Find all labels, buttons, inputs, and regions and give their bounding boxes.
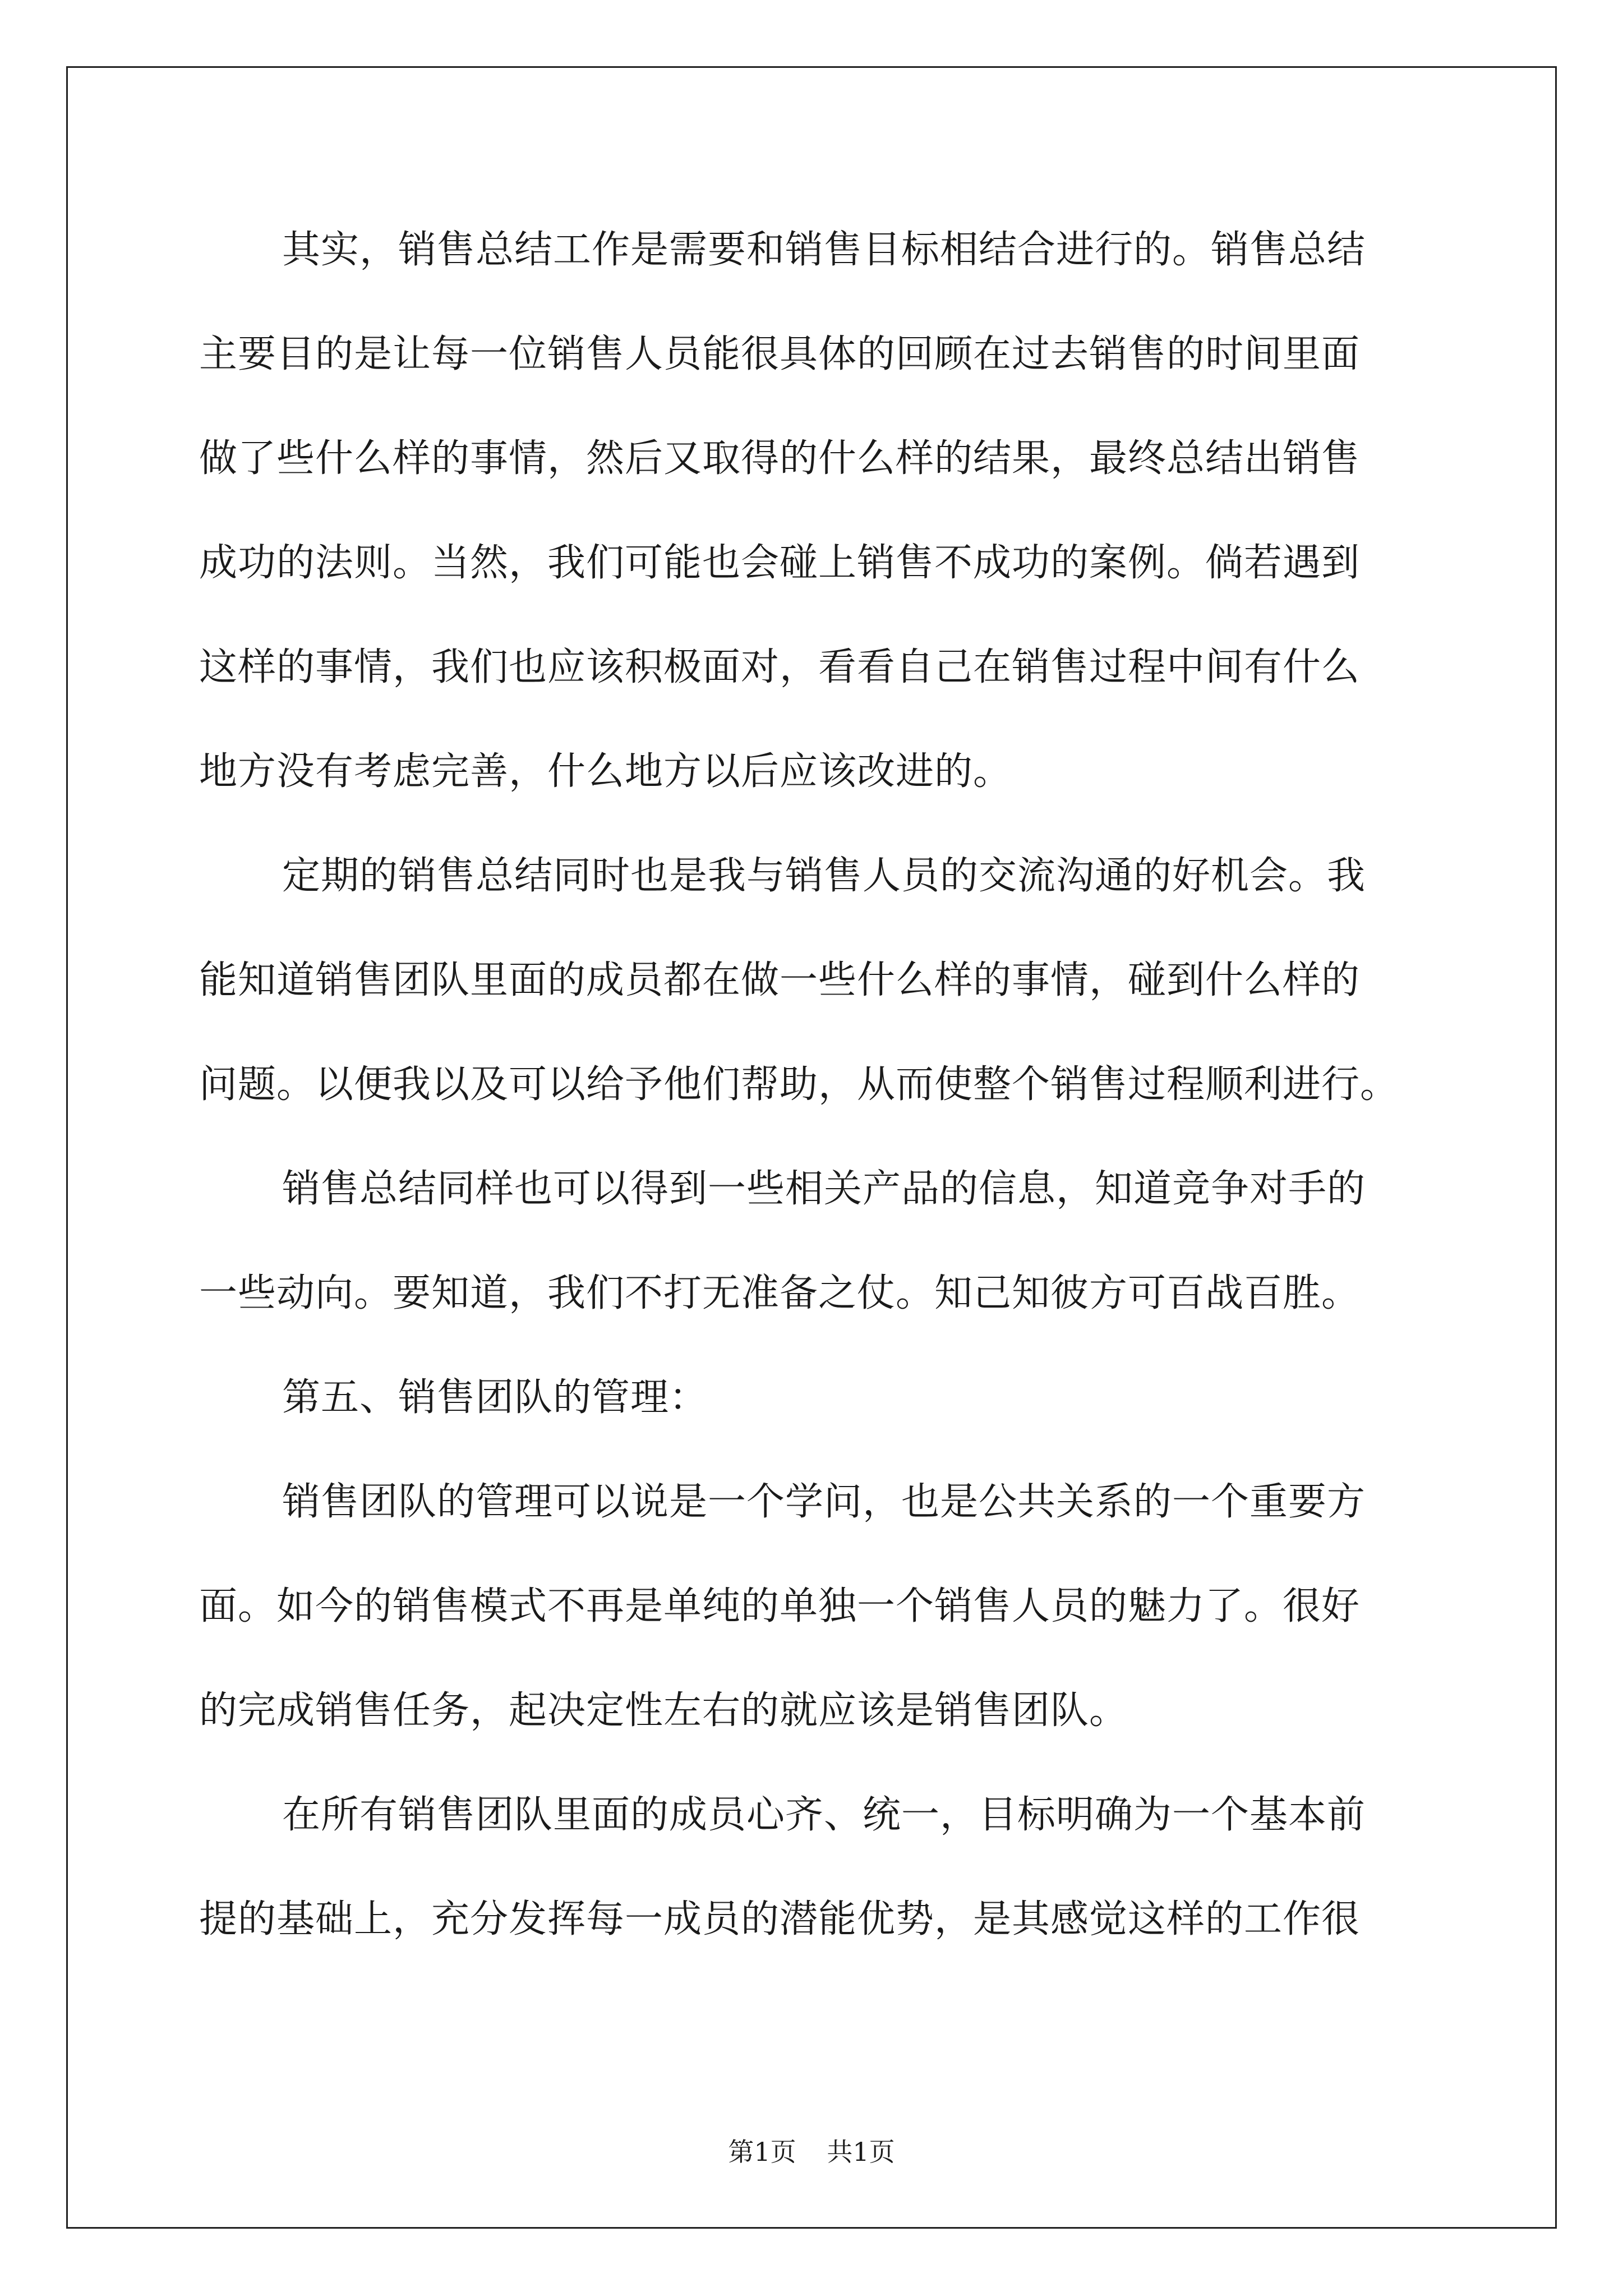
text-line: 做了些什么样的事情，然后又取得的什么样的结果，最终总结出销售 [199, 436, 1361, 481]
text-line: 这样的事情，我们也应该积极面对，看看自己在销售过程中间有什么 [199, 645, 1361, 689]
document-body [199, 222, 1433, 1995]
text-line: 在所有销售团队里面的成员心齐、统一，目标明确为一个基本前 [282, 1793, 1366, 1837]
page-number-current: 第1页 [728, 2137, 796, 2167]
text-line: 面。如今的销售模式不再是单纯的单独一个销售人员的魅力了。很好 [199, 1584, 1361, 1628]
page-footer [0, 2132, 1623, 2169]
page-number-total: 共1页 [827, 2137, 895, 2167]
text-line: 地方没有考虑完善，什么地方以后应该改进的。 [199, 749, 1012, 794]
text-line: 其实，销售总结工作是需要和销售目标相结合进行的。销售总结 [282, 228, 1366, 272]
text-line: 提的基础上，充分发挥每一成员的潜能优势，是其感觉这样的工作很 [199, 1897, 1361, 1941]
text-line: 一些动向。要知道，我们不打无准备之仗。知己知彼方可百战百胜。 [199, 1271, 1361, 1315]
text-line: 定期的销售总结同时也是我与销售人员的交流沟通的好机会。我 [282, 854, 1366, 898]
text-line: 能知道销售团队里面的成员都在做一些什么样的事情，碰到什么样的 [199, 958, 1361, 1002]
section-heading: 第五、销售团队的管理： [282, 1375, 708, 1420]
text-line: 的完成销售任务，起决定性左右的就应该是销售团队。 [199, 1688, 1128, 1733]
text-line: 成功的法则。当然，我们可能也会碰上销售不成功的案例。倘若遇到 [199, 541, 1361, 585]
text-line: 销售总结同样也可以得到一些相关产品的信息，知道竞争对手的 [282, 1167, 1366, 1211]
text-line: 销售团队的管理可以说是一个学问，也是公共关系的一个重要方 [282, 1480, 1366, 1524]
text-line: 主要目的是让每一位销售人员能很具体的回顾在过去销售的时间里面 [199, 332, 1361, 376]
text-line: 问题。以便我以及可以给予他们帮助，从而使整个销售过程顺利进行。 [199, 1062, 1399, 1107]
